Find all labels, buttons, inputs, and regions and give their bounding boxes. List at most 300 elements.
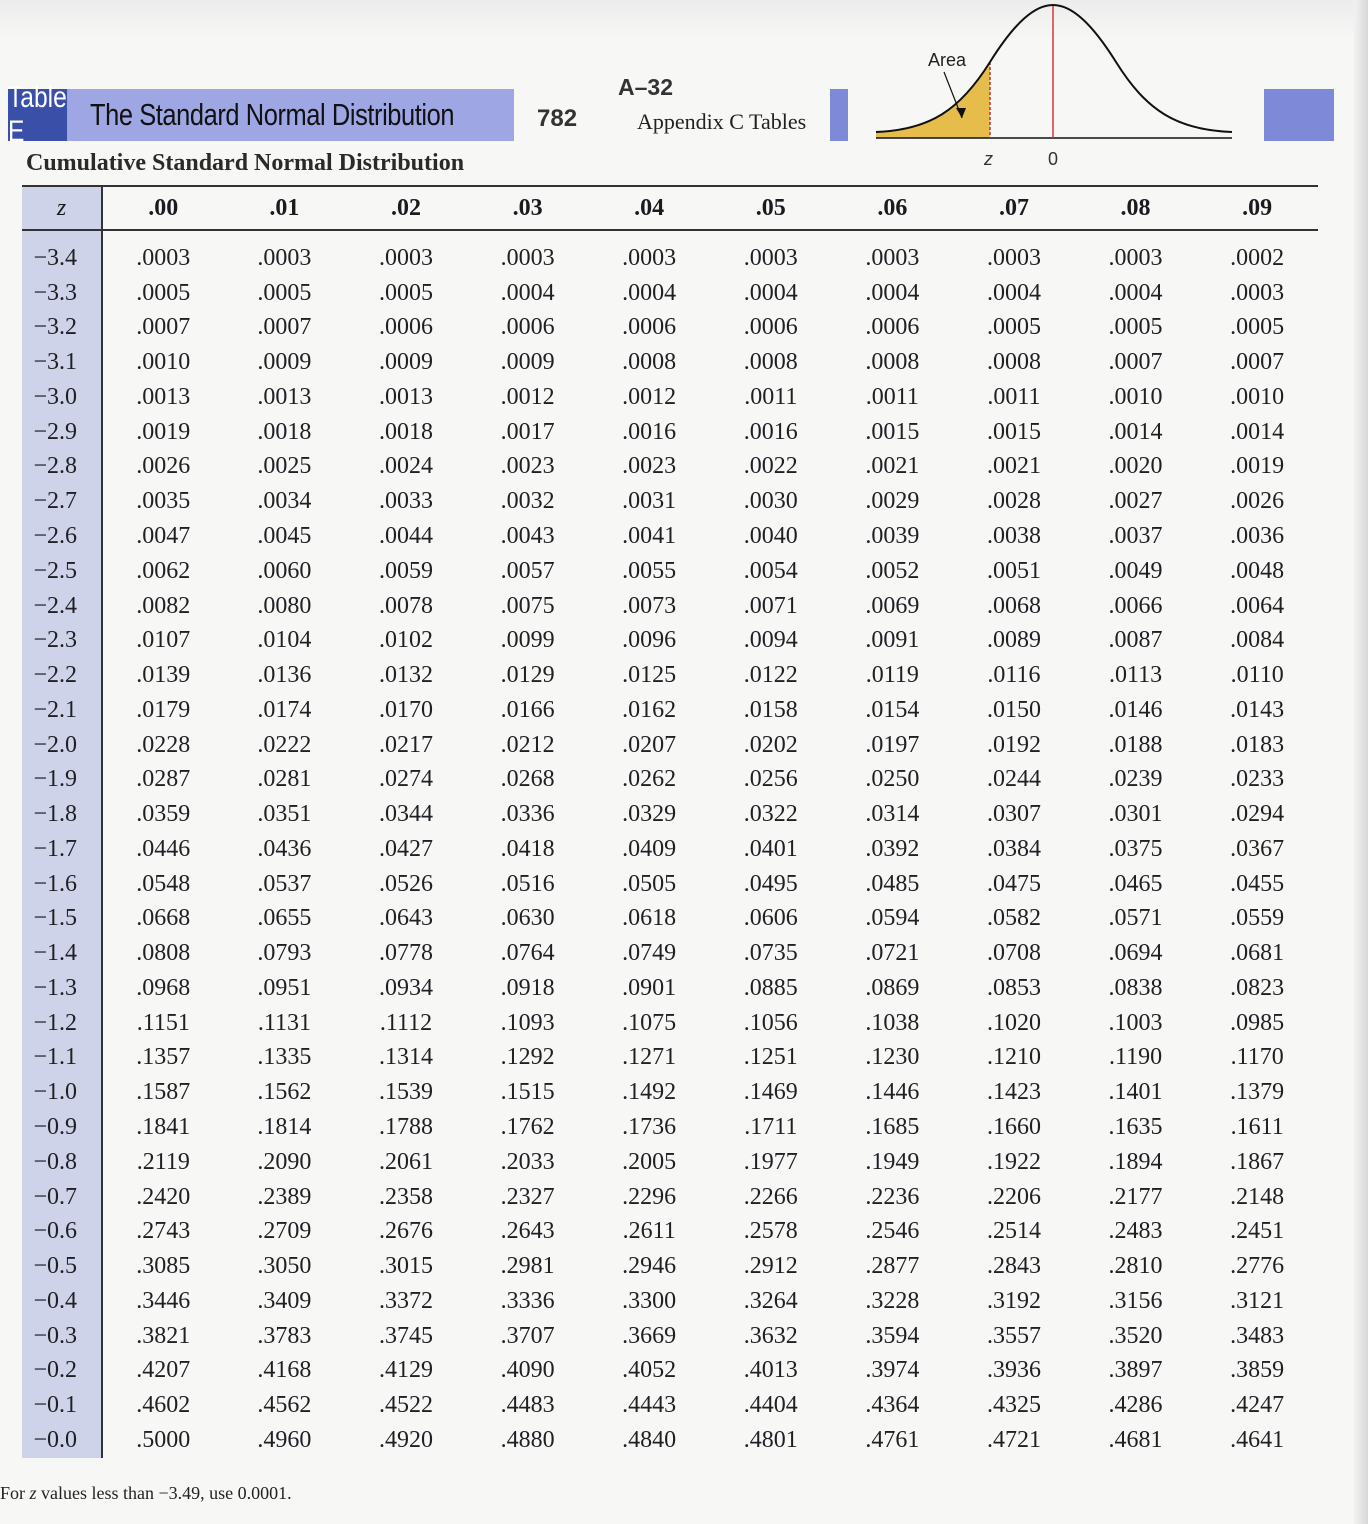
probability-cell: .0013 — [257, 383, 312, 410]
probability-cell: .0003 — [257, 244, 312, 271]
probability-cell: .1423 — [986, 1079, 1041, 1106]
table-row — [22, 450, 1318, 485]
probability-cell: .0018 — [378, 418, 433, 445]
probability-cell: .0006 — [622, 314, 677, 341]
probability-cell: .0548 — [136, 870, 191, 897]
probability-cell: .4247 — [1230, 1392, 1285, 1419]
probability-cell: .2912 — [743, 1253, 798, 1280]
probability-cell: .3050 — [257, 1253, 312, 1280]
z-column-header: z — [22, 186, 102, 230]
probability-cell: .3264 — [743, 1287, 798, 1314]
probability-cell: .0281 — [257, 766, 312, 793]
probability-cell: .0228 — [136, 731, 191, 758]
probability-cell: .0024 — [378, 453, 433, 480]
probability-cell: .0003 — [378, 244, 433, 271]
probability-cell: .1635 — [1108, 1114, 1163, 1141]
probability-cell: .1151 — [136, 1009, 190, 1036]
probability-cell: .0401 — [743, 835, 798, 862]
probability-cell: .4013 — [743, 1357, 798, 1384]
probability-cell: .0154 — [865, 696, 920, 723]
z-value-cell: −1.9 — [22, 762, 102, 797]
probability-cell: .0008 — [986, 349, 1041, 376]
probability-cell: .4840 — [622, 1426, 677, 1453]
probability-cell: .4207 — [136, 1357, 191, 1384]
column-header: .00 — [102, 186, 224, 230]
probability-cell: .3936 — [986, 1357, 1041, 1384]
z-value-cell: −0.7 — [22, 1180, 102, 1215]
probability-cell: .3859 — [1230, 1357, 1285, 1384]
z-value-cell: −0.0 — [22, 1423, 102, 1458]
probability-cell: .0136 — [257, 662, 312, 689]
z-value-cell: −3.2 — [22, 311, 102, 346]
probability-cell: .0008 — [622, 349, 677, 376]
probability-cell: .2810 — [1108, 1253, 1163, 1280]
probability-cell: .0012 — [622, 383, 677, 410]
probability-cell: .0392 — [865, 835, 920, 862]
probability-cell: .1131 — [257, 1009, 311, 1036]
probability-cell: .2236 — [865, 1183, 920, 1210]
footnote-prefix: For — [0, 1483, 30, 1503]
footnote-suffix: values less than −3.49, use 0.0001. — [36, 1483, 292, 1503]
probability-cell: .0003 — [622, 244, 677, 271]
probability-cell: .0010 — [136, 349, 191, 376]
probability-cell: .0375 — [1108, 835, 1163, 862]
probability-cell: .0033 — [378, 488, 433, 515]
probability-cell: .0089 — [986, 627, 1041, 654]
probability-cell: .2177 — [1108, 1183, 1163, 1210]
probability-cell: .0004 — [1108, 279, 1163, 306]
probability-cell: .0013 — [136, 383, 191, 410]
probability-cell: .4052 — [622, 1357, 677, 1384]
probability-cell: .0681 — [1230, 940, 1285, 967]
probability-cell: .0122 — [743, 662, 798, 689]
probability-cell: .0951 — [257, 974, 312, 1001]
probability-cell: .0446 — [136, 835, 191, 862]
probability-cell: .0018 — [257, 418, 312, 445]
z-value-cell: −1.6 — [22, 867, 102, 902]
z-value-cell: −0.2 — [22, 1354, 102, 1389]
probability-cell: .0017 — [500, 418, 555, 445]
probability-cell: .0094 — [743, 627, 798, 654]
probability-cell: .0102 — [378, 627, 433, 654]
z-value-cell: −2.1 — [22, 693, 102, 728]
probability-cell: .0006 — [743, 314, 798, 341]
probability-cell: .0934 — [378, 974, 433, 1001]
table-row — [22, 1388, 1318, 1423]
probability-cell: .0853 — [986, 974, 1041, 1001]
decorative-tab — [830, 89, 848, 141]
probability-cell: .0885 — [743, 974, 798, 1001]
probability-cell: .4325 — [986, 1392, 1041, 1419]
probability-cell: .3015 — [378, 1253, 433, 1280]
table-row — [22, 1180, 1318, 1215]
probability-cell: .0071 — [743, 592, 798, 619]
appendix-code: A–32 — [618, 74, 673, 100]
probability-cell: .4960 — [257, 1426, 312, 1453]
probability-cell: .0031 — [622, 488, 677, 515]
probability-cell: .0047 — [136, 523, 191, 549]
probability-cell: .0110 — [1230, 662, 1284, 689]
probability-cell: .2643 — [500, 1218, 555, 1245]
probability-cell: .0015 — [865, 418, 920, 445]
probability-cell: .3192 — [986, 1287, 1041, 1314]
table-row — [22, 380, 1318, 415]
probability-cell: .0043 — [500, 523, 555, 549]
z-value-cell: −2.4 — [22, 589, 102, 624]
table-row — [22, 1075, 1318, 1110]
probability-cell: .0183 — [1230, 731, 1285, 758]
decorative-tab — [1264, 89, 1334, 141]
probability-cell: .4522 — [378, 1392, 433, 1419]
probability-cell: .0655 — [257, 905, 312, 932]
probability-cell: .2451 — [1230, 1218, 1285, 1245]
probability-cell: .0262 — [622, 766, 677, 793]
probability-cell: .0041 — [622, 523, 677, 549]
probability-cell: .0006 — [865, 314, 920, 341]
probability-cell: .0075 — [500, 592, 555, 619]
probability-cell: .0069 — [865, 592, 920, 619]
z-value-cell: −2.5 — [22, 554, 102, 589]
probability-cell: .0749 — [622, 940, 677, 967]
probability-cell: .0005 — [378, 279, 433, 306]
probability-cell: .1112 — [379, 1009, 433, 1036]
probability-cell: .0256 — [743, 766, 798, 793]
probability-cell: .2206 — [986, 1183, 1041, 1210]
probability-cell: .2611 — [622, 1218, 676, 1245]
probability-cell: .3409 — [257, 1287, 312, 1314]
probability-cell: .2514 — [986, 1218, 1041, 1245]
probability-cell: .0495 — [743, 870, 798, 897]
table-row — [22, 1423, 1318, 1458]
z-value-cell: −3.3 — [22, 276, 102, 311]
probability-cell: .0016 — [743, 418, 798, 445]
probability-cell: .0307 — [986, 801, 1041, 828]
probability-cell: .0055 — [622, 557, 677, 584]
probability-cell: .0003 — [743, 244, 798, 271]
probability-cell: .0010 — [1230, 383, 1285, 410]
probability-cell: .4721 — [986, 1426, 1041, 1453]
probability-cell: .0113 — [1108, 662, 1163, 689]
probability-cell: .2033 — [500, 1148, 555, 1175]
probability-cell: .0384 — [986, 835, 1041, 862]
probability-cell: .0808 — [136, 940, 191, 967]
probability-cell: .0367 — [1230, 835, 1285, 862]
table-row — [22, 1214, 1318, 1249]
probability-cell: .0119 — [865, 662, 919, 689]
probability-cell: .0188 — [1108, 731, 1163, 758]
probability-cell: .4880 — [500, 1426, 555, 1453]
probability-cell: .0039 — [865, 523, 920, 549]
probability-cell: .0008 — [865, 349, 920, 376]
probability-cell: .0838 — [1108, 974, 1163, 1001]
probability-cell: .1788 — [378, 1114, 433, 1141]
probability-cell: .1736 — [622, 1114, 677, 1141]
probability-cell: .0212 — [500, 731, 555, 758]
table-row — [22, 1319, 1318, 1354]
table-row — [22, 832, 1318, 867]
z-value-cell: −1.8 — [22, 797, 102, 832]
probability-cell: .0003 — [986, 244, 1041, 271]
probability-cell: .3669 — [622, 1322, 677, 1349]
probability-cell: .0708 — [986, 940, 1041, 967]
probability-cell: .0021 — [986, 453, 1041, 480]
probability-cell: .3707 — [500, 1322, 555, 1349]
probability-cell: .1446 — [865, 1079, 920, 1106]
page-number: 782 — [537, 105, 578, 132]
probability-cell: .0060 — [257, 557, 312, 584]
probability-cell: .0162 — [622, 696, 677, 723]
probability-cell: .0150 — [986, 696, 1041, 723]
table-row — [22, 971, 1318, 1006]
column-header: .02 — [345, 186, 467, 230]
probability-cell: .0823 — [1230, 974, 1285, 1001]
probability-cell: .4483 — [500, 1392, 555, 1419]
probability-cell: .0005 — [986, 314, 1041, 341]
probability-cell: .1539 — [378, 1079, 433, 1106]
probability-cell: .0040 — [743, 523, 798, 549]
probability-cell: .0010 — [1108, 383, 1163, 410]
probability-cell: .0037 — [1108, 523, 1163, 549]
probability-cell: .0268 — [500, 766, 555, 793]
probability-cell: .0019 — [1230, 453, 1285, 480]
z-value-cell: −0.6 — [22, 1214, 102, 1249]
probability-cell: .0179 — [136, 696, 191, 723]
probability-cell: .0287 — [136, 766, 191, 793]
probability-cell: .0202 — [743, 731, 798, 758]
probability-cell: .1894 — [1108, 1148, 1163, 1175]
probability-cell: .1251 — [743, 1044, 798, 1071]
probability-cell: .0019 — [136, 418, 191, 445]
probability-cell: .1075 — [622, 1009, 677, 1036]
probability-cell: .0003 — [1230, 279, 1285, 306]
probability-cell: .1587 — [136, 1079, 191, 1106]
probability-cell: .0005 — [1108, 314, 1163, 341]
column-header: .06 — [832, 186, 954, 230]
probability-cell: .3897 — [1108, 1357, 1163, 1384]
z-value-cell: −2.9 — [22, 415, 102, 450]
table-row — [22, 658, 1318, 693]
z-value-cell: −1.5 — [22, 902, 102, 937]
probability-cell: .0006 — [500, 314, 555, 341]
probability-cell: .0066 — [1108, 592, 1163, 619]
probability-cell: .0059 — [378, 557, 433, 584]
probability-cell: .0526 — [378, 870, 433, 897]
probability-cell: .0007 — [257, 314, 312, 341]
probability-cell: .0594 — [865, 905, 920, 932]
probability-cell: .2358 — [378, 1183, 433, 1210]
probability-cell: .2148 — [1230, 1183, 1285, 1210]
probability-cell: .0027 — [1108, 488, 1163, 515]
probability-cell: .0044 — [378, 523, 433, 549]
probability-cell: .4602 — [136, 1392, 191, 1419]
table-row — [22, 1145, 1318, 1180]
probability-cell: .0359 — [136, 801, 191, 828]
z-value-cell: −1.2 — [22, 1006, 102, 1041]
probability-cell: .0082 — [136, 592, 191, 619]
probability-cell: .0026 — [1230, 488, 1285, 515]
table-row — [22, 728, 1318, 763]
table-row — [22, 1110, 1318, 1145]
table-row — [22, 1249, 1318, 1284]
probability-cell: .5000 — [136, 1426, 191, 1453]
probability-cell: .3745 — [378, 1322, 433, 1349]
z-value-cell: −1.4 — [22, 936, 102, 971]
table-row — [22, 797, 1318, 832]
probability-cell: .0239 — [1108, 766, 1163, 793]
probability-cell: .0048 — [1230, 557, 1285, 584]
column-header-row — [22, 186, 1318, 230]
table-row — [22, 311, 1318, 346]
probability-cell: .2420 — [136, 1183, 191, 1210]
probability-cell: .0091 — [865, 627, 920, 654]
probability-cell: .0049 — [1108, 557, 1163, 584]
page-edge — [1354, 0, 1368, 1524]
probability-cell: .1469 — [743, 1079, 798, 1106]
probability-cell: .2981 — [500, 1253, 555, 1280]
probability-cell: .0035 — [136, 488, 191, 515]
column-header: .04 — [588, 186, 710, 230]
probability-cell: .3156 — [1108, 1287, 1163, 1314]
probability-cell: .0505 — [622, 870, 677, 897]
probability-cell: .3121 — [1230, 1287, 1285, 1314]
probability-cell: .4920 — [378, 1426, 433, 1453]
column-header: .03 — [467, 186, 589, 230]
probability-cell: .0038 — [986, 523, 1041, 549]
probability-cell: .1949 — [865, 1148, 920, 1175]
probability-cell: .0034 — [257, 488, 312, 515]
table-row — [22, 519, 1318, 554]
table-subtitle: Cumulative Standard Normal Distribution — [26, 150, 465, 176]
probability-cell: .0099 — [500, 627, 555, 654]
probability-cell: .0096 — [622, 627, 677, 654]
probability-cell: .1685 — [865, 1114, 920, 1141]
table-label: Table E — [8, 81, 67, 148]
table-row — [22, 693, 1318, 728]
probability-cell: .3483 — [1230, 1322, 1285, 1349]
probability-cell: .3300 — [622, 1287, 677, 1314]
z-value-cell: −2.0 — [22, 728, 102, 763]
probability-cell: .3085 — [136, 1253, 191, 1280]
probability-cell: .2676 — [378, 1218, 433, 1245]
probability-cell: .0129 — [500, 662, 555, 689]
probability-cell: .0475 — [986, 870, 1041, 897]
probability-cell: .4443 — [622, 1392, 677, 1419]
probability-cell: .1093 — [500, 1009, 555, 1036]
probability-cell: .0009 — [257, 349, 312, 376]
probability-cell: .3974 — [865, 1357, 920, 1384]
z-value-cell: −0.5 — [22, 1249, 102, 1284]
table-row — [22, 415, 1318, 450]
z-value-cell: −2.6 — [22, 519, 102, 554]
probability-cell: .2578 — [743, 1218, 798, 1245]
probability-cell: .0104 — [257, 627, 312, 654]
table-row — [22, 902, 1318, 937]
probability-cell: .1003 — [1108, 1009, 1163, 1036]
probability-cell: .0078 — [378, 592, 433, 619]
z-axis-label: z — [984, 149, 993, 169]
probability-cell: .0054 — [743, 557, 798, 584]
probability-cell: .0418 — [500, 835, 555, 862]
probability-cell: .1038 — [865, 1009, 920, 1036]
probability-cell: .0516 — [500, 870, 555, 897]
zero-axis-label: 0 — [1048, 149, 1059, 169]
probability-cell: .1841 — [136, 1114, 191, 1141]
probability-cell: .0029 — [865, 488, 920, 515]
table-body — [22, 230, 1318, 1458]
probability-cell: .1230 — [865, 1044, 920, 1071]
probability-cell: .4562 — [257, 1392, 312, 1419]
footnote-z-variable: z — [29, 1483, 37, 1503]
probability-cell: .0250 — [865, 766, 920, 793]
probability-cell: .0013 — [378, 383, 433, 410]
probability-cell: .0003 — [136, 244, 191, 271]
probability-cell: .1292 — [500, 1044, 555, 1071]
probability-cell: .0014 — [1230, 418, 1285, 445]
probability-cell: .1711 — [744, 1114, 798, 1141]
probability-cell: .0004 — [500, 279, 555, 306]
probability-cell: .0465 — [1108, 870, 1163, 897]
probability-cell: .2877 — [865, 1253, 920, 1280]
z-value-cell: −1.7 — [22, 832, 102, 867]
probability-cell: .0132 — [378, 662, 433, 689]
probability-cell: .3520 — [1108, 1322, 1163, 1349]
probability-cell: .0025 — [257, 453, 312, 480]
probability-cell: .0869 — [865, 974, 920, 1001]
probability-cell: .0009 — [500, 349, 555, 376]
z-value-cell: −2.2 — [22, 658, 102, 693]
z-value-cell: −1.1 — [22, 1041, 102, 1076]
z-value-cell: −2.7 — [22, 484, 102, 519]
probability-cell: .0011 — [865, 383, 919, 410]
z-value-cell: −3.4 — [22, 230, 102, 276]
probability-cell: .0062 — [136, 557, 191, 584]
probability-cell: .0107 — [136, 627, 191, 654]
table-row — [22, 623, 1318, 658]
probability-cell: .3632 — [743, 1322, 798, 1349]
probability-cell: .0764 — [500, 940, 555, 967]
probability-cell: .0793 — [257, 940, 312, 967]
probability-cell: .1271 — [622, 1044, 677, 1071]
probability-cell: .0901 — [622, 974, 677, 1001]
probability-cell: .0222 — [257, 731, 312, 758]
probability-cell: .4090 — [500, 1357, 555, 1384]
probability-cell: .0004 — [743, 279, 798, 306]
probability-cell: .2776 — [1230, 1253, 1285, 1280]
probability-cell: .0007 — [136, 314, 191, 341]
table-title-band — [8, 81, 514, 148]
probability-cell: .0985 — [1230, 1009, 1285, 1036]
probability-cell: .1562 — [257, 1079, 312, 1106]
probability-cell: .0015 — [986, 418, 1041, 445]
probability-cell: .2327 — [500, 1183, 555, 1210]
z-value-cell: −2.8 — [22, 450, 102, 485]
probability-cell: .4364 — [865, 1392, 920, 1419]
probability-cell: .0005 — [1230, 314, 1285, 341]
probability-cell: .0668 — [136, 905, 191, 932]
probability-cell: .2709 — [257, 1218, 312, 1245]
probability-cell: .0606 — [743, 905, 798, 932]
probability-cell: .2743 — [136, 1218, 191, 1245]
probability-cell: .0918 — [500, 974, 555, 1001]
probability-cell: .4641 — [1230, 1426, 1285, 1453]
probability-cell: .0016 — [622, 418, 677, 445]
probability-cell: .0322 — [743, 801, 798, 828]
probability-cell: .0158 — [743, 696, 798, 723]
probability-cell: .0030 — [743, 488, 798, 515]
z-value-cell: −0.4 — [22, 1284, 102, 1319]
probability-cell: .4761 — [865, 1426, 920, 1453]
probability-cell: .0192 — [986, 731, 1041, 758]
